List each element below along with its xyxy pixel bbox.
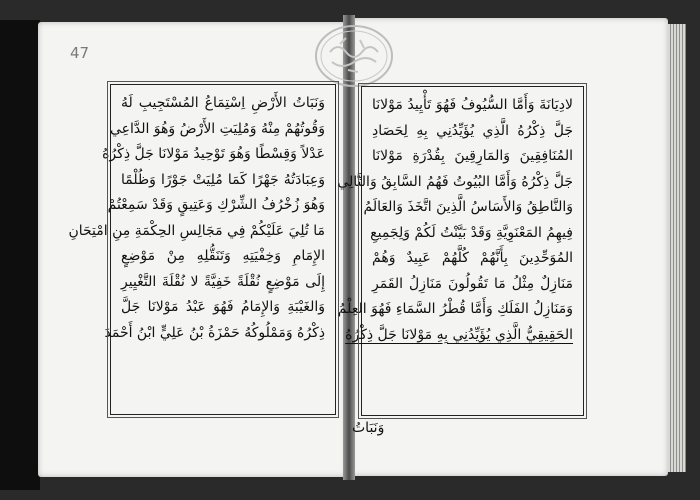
text-line: وَالنَّاطِقُ وَالأَسَاسُ الَّذِينَ اتَّخَذَ وَالعَالَمُ: [363, 199, 573, 215]
text-line: وَقُوتُهُمْ مِنْهُ وَمُلِيَتِ الأَرْضُ وَهُوَ الدَّاعِي: [109, 120, 325, 137]
text-line: ذِكْرُهُ وَمَمْلُوكُهُ حَمْزَةُ بْنُ عَلِيٍّ ابْنُ أَحْمَدَ: [104, 324, 325, 341]
text-line: وَعِبَادَتُهُ جَهْرًا كَمَا مُلِيَتْ جَوْرًا وَظُلْمًا: [121, 171, 325, 188]
text-line: مَا تُلِيَ عَلَيْكُمْ فِي مَجَالِسِ الحِكْمَةِ مِنِ امْتِحَانِ: [68, 222, 325, 239]
text-line: الإِمَامِ وَخِفْيَتِهِ وَتَنَقُّلِهِ مِنْ مَوْضِعٍ: [121, 248, 325, 264]
text-line: لادِيَانَةَ وَأَمَّا السُّيُوفُ فَهُوَ تَأْيِيدُ مَوْلانَا: [372, 97, 573, 113]
folio-number: 47: [70, 44, 90, 62]
text-line: جَلَّ ذِكْرُهُ وَأَمَّا البُيُوتُ فَهُمُ السَّابِقُ وَالتَّالِي: [337, 173, 573, 190]
page-edges: [668, 24, 686, 472]
text-line: المُوَحِّدِينَ بِأَنَّهُمْ كُلَّهُمْ عَبِيدٌ وَهُمْ: [372, 250, 573, 266]
text-line: المُنَافِقِينَ وَالمَارِقِينَ بِقُدْرَةِ مَوْلانَا: [372, 148, 573, 164]
text-line: الحَقِيقِيُّ الَّذِي يُؤَيِّدُنِي بِهِ مَوْلانَا جَلَّ ذِكْرُهُ: [345, 326, 573, 343]
book-cover-edge: [0, 20, 40, 490]
left-text-block: [68, 84, 336, 415]
text-line: وَالغَيْبَةِ وَالإِمَامُ فَهُوَ عَبْدُ مَوْلانَا جَلَّ: [121, 299, 325, 315]
catchword: وَنَبَاتُ: [352, 420, 385, 436]
text-line: وَنَبَاتُ الأَرْضِ اِسْتِمَاعُ المُسْتَجِيبِ لَهُ: [121, 95, 325, 111]
text-line: فِيهِمُ المَعْنَوِيَّةِ وَقَدْ بَيَّنْتُ لَكُمْ وَلِجَمِيعِ: [370, 224, 573, 241]
text-line: عَدْلاً وَقِسْطًا وَهُوَ تَوْحِيدُ مَوْلانَا جَلَّ ذِكْرُهُ: [102, 146, 325, 162]
text-line: جَلَّ ذِكْرُهُ الَّذِي يُؤَيِّدُنِي بِهِ لِحَصَادِ: [372, 122, 573, 139]
text-line: إِلَى مَوْضِعٍ نُقْلَةً خَفِيَّةً لا نُقْلَةَ التَّغْيِيرِ: [121, 273, 325, 290]
text-line: مَنَازِلٌ مِثْلُ مَا تَقُولُونَ مَنَازِلُ القَمَرِ: [372, 275, 573, 292]
right-text-block: [337, 86, 584, 416]
library-seal-stamp: [308, 22, 400, 90]
text-line: وَمَنَازِلُ الفَلَكِ وَأَمَّا قُطْرُ السَّمَاءِ فَهُوَ العِلْمُ: [337, 301, 573, 317]
text-line: وَهُوَ زُخْرُفُ الشِّرْكِ وَعَتِيقٍ وَقَدْ سَمِعْتُمْ: [107, 197, 325, 213]
